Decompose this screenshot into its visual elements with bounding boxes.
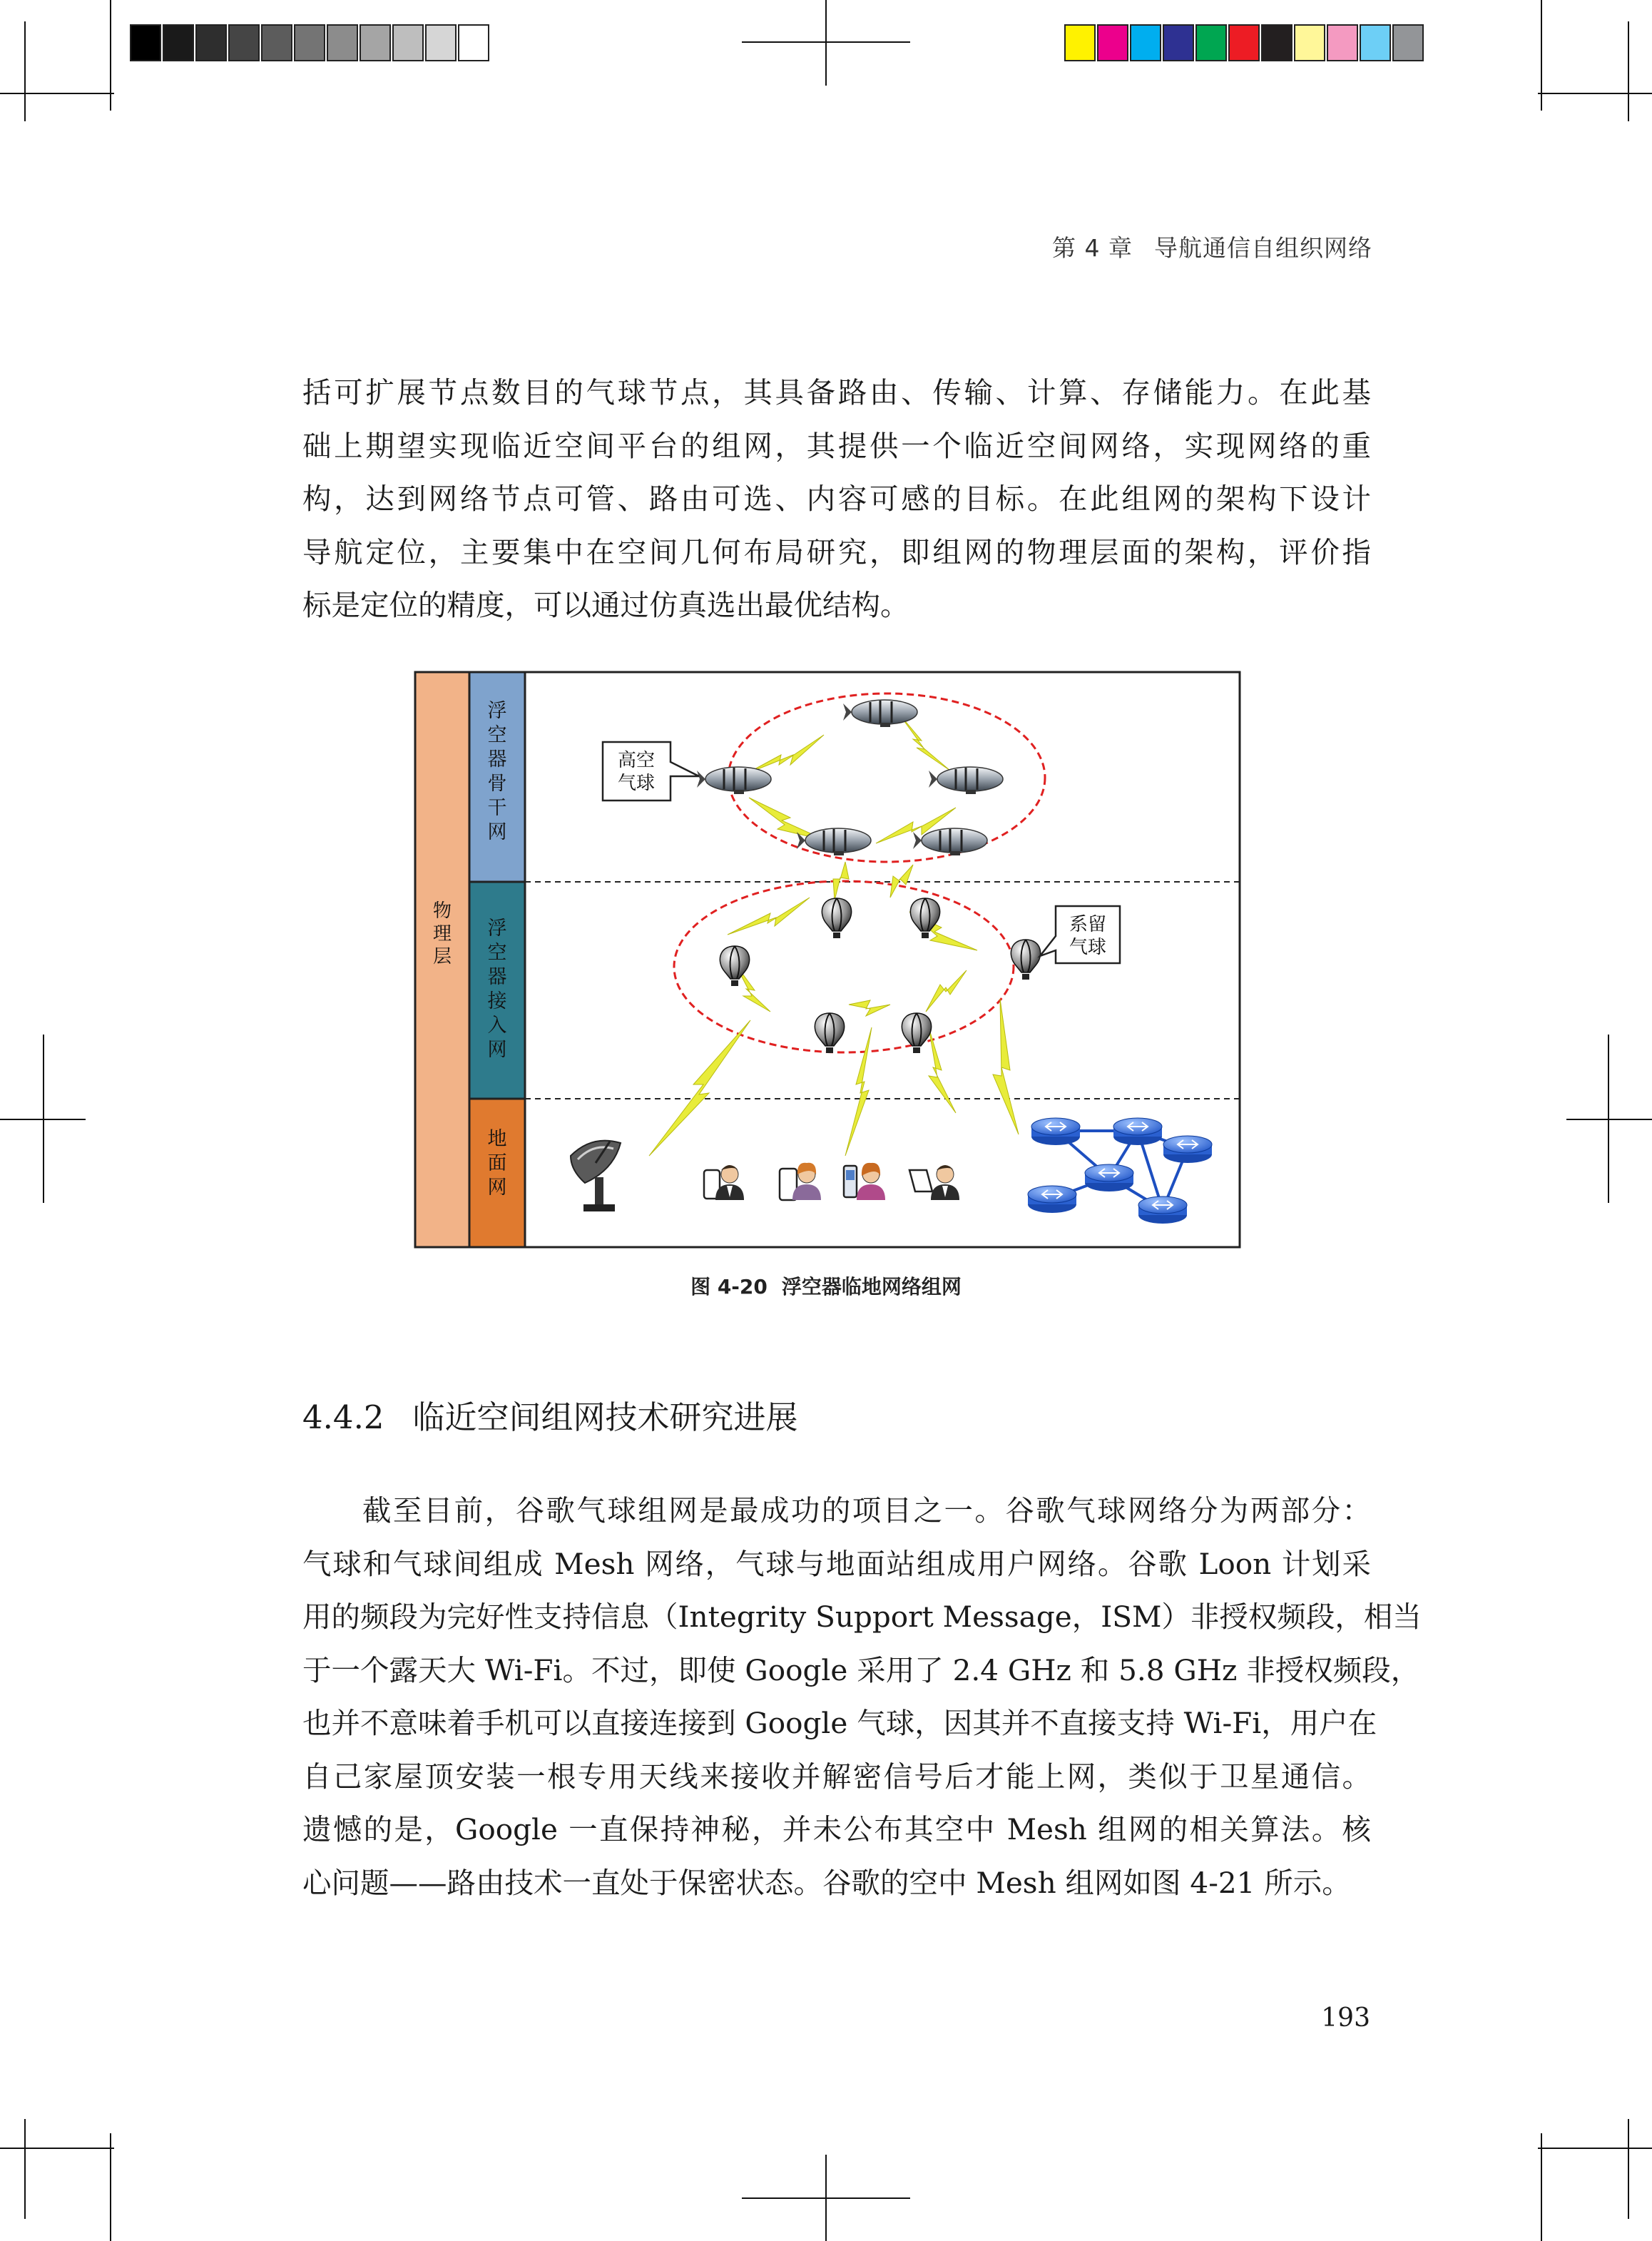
- text-line: 用的频段为完好性支持信息（Integrity Support Message，ISM）非授权频段，相当: [302, 1600, 1422, 1634]
- router-icon: [1163, 1136, 1212, 1163]
- text-line: 标是定位的精度，可以通过仿真选出最优结构。: [302, 588, 909, 622]
- text-line: 括可扩展节点数目的气球节点，其具备路由、传输、计算、存储能力。在此基: [302, 375, 1371, 410]
- text-line: 心问题——路由技术一直处于保密状态。谷歌的空中 Mesh 组网如图 4-21 所示。: [302, 1865, 1351, 1900]
- router-icon: [1138, 1196, 1187, 1224]
- router-icon: [1031, 1118, 1080, 1145]
- color-swatch: [1064, 24, 1096, 61]
- color-swatch: [1195, 24, 1227, 61]
- color-swatch: [1327, 24, 1358, 61]
- text-line: 遗憾的是，Google 一直保持神秘，并未公布其空中 Mesh 组网的相关算法。核: [302, 1812, 1371, 1846]
- color-swatch: [195, 24, 227, 61]
- color-swatch: [1261, 24, 1292, 61]
- color-swatch: [360, 24, 391, 61]
- color-swatch: [425, 24, 457, 61]
- access-network-label: 浮空器接入网: [487, 918, 507, 1061]
- callout-text: 高空: [617, 750, 656, 771]
- color-swatch: [261, 24, 292, 61]
- figure-4-20: [414, 671, 1241, 1249]
- running-header: [1052, 230, 1372, 263]
- color-swatch: [458, 24, 489, 61]
- color-swatch: [130, 24, 161, 61]
- color-swatch: [1360, 24, 1391, 61]
- color-swatch: [1392, 24, 1424, 61]
- grayscale-color-bar: [130, 24, 491, 61]
- callout-text: 系留: [1069, 914, 1107, 935]
- text-line: 截至目前，谷歌气球组网是最成功的项目之一。谷歌气球网络分为两部分：: [362, 1493, 1371, 1528]
- color-swatch: [1097, 24, 1128, 61]
- color-swatch: [392, 24, 424, 61]
- backbone-network-label: 浮空器骨干网: [487, 700, 507, 843]
- process-color-bar: [1064, 24, 1425, 61]
- color-swatch: [327, 24, 358, 61]
- text-line: 也并不意味着手机可以直接连接到 Google 气球，因其并不直接支持 Wi-Fi，用户在: [302, 1706, 1377, 1740]
- callout-text: 气球: [1069, 937, 1107, 958]
- color-swatch: [163, 24, 194, 61]
- color-swatch: [1130, 24, 1161, 61]
- section-number: 4.4.2: [302, 1398, 384, 1436]
- figure-number: 图 4-20: [690, 1275, 768, 1299]
- paragraph-intro: [302, 366, 1371, 632]
- text-line: 导航定位，主要集中在空间几何布局研究，即组网的物理层面的架构，评价指: [302, 534, 1371, 569]
- router-icon: [1085, 1164, 1133, 1191]
- color-swatch: [294, 24, 325, 61]
- text-line: 于一个露天大 Wi-Fi。不过，即使 Google 采用了 2.4 GHz 和 5.8 GHz 非授权频段，: [302, 1652, 1420, 1687]
- router-icon: [1113, 1118, 1162, 1145]
- figure-title: 浮空器临地网络组网: [781, 1275, 962, 1299]
- text-line: 气球和气球间组成 Mesh 网络，气球与地面站组成用户网络。谷歌 Loon 计划采: [302, 1546, 1371, 1581]
- page-number: 193: [1321, 2003, 1370, 2033]
- text-line: 构，达到网络节点可管、路由可选、内容可感的目标。在此组网的架构下设计: [302, 482, 1371, 516]
- color-swatch: [1294, 24, 1325, 61]
- chapter-title: 导航通信自组织网络: [1154, 234, 1372, 262]
- text-line: 础上期望实现临近空间平台的组网，其提供一个临近空间网络，实现网络的重: [302, 428, 1371, 463]
- chapter-number: 第 4 章: [1052, 234, 1133, 262]
- color-swatch: [1228, 24, 1260, 61]
- color-swatch: [1163, 24, 1194, 61]
- physical-layer-label: 物理层: [432, 900, 452, 967]
- section-heading: [302, 1391, 798, 1438]
- ground-network-label: 地面网: [487, 1128, 507, 1199]
- figure-caption: [0, 1271, 1652, 1300]
- router-icon: [1028, 1186, 1076, 1213]
- color-swatch: [228, 24, 260, 61]
- section-title: 临近空间组网技术研究进展: [412, 1398, 798, 1436]
- paragraph-google-loon: [302, 1484, 1422, 1909]
- callout-text: 气球: [617, 773, 656, 794]
- text-line: 自己家屋顶安装一根专用天线来接收并解密信号后才能上网，类似于卫星通信。: [302, 1759, 1371, 1794]
